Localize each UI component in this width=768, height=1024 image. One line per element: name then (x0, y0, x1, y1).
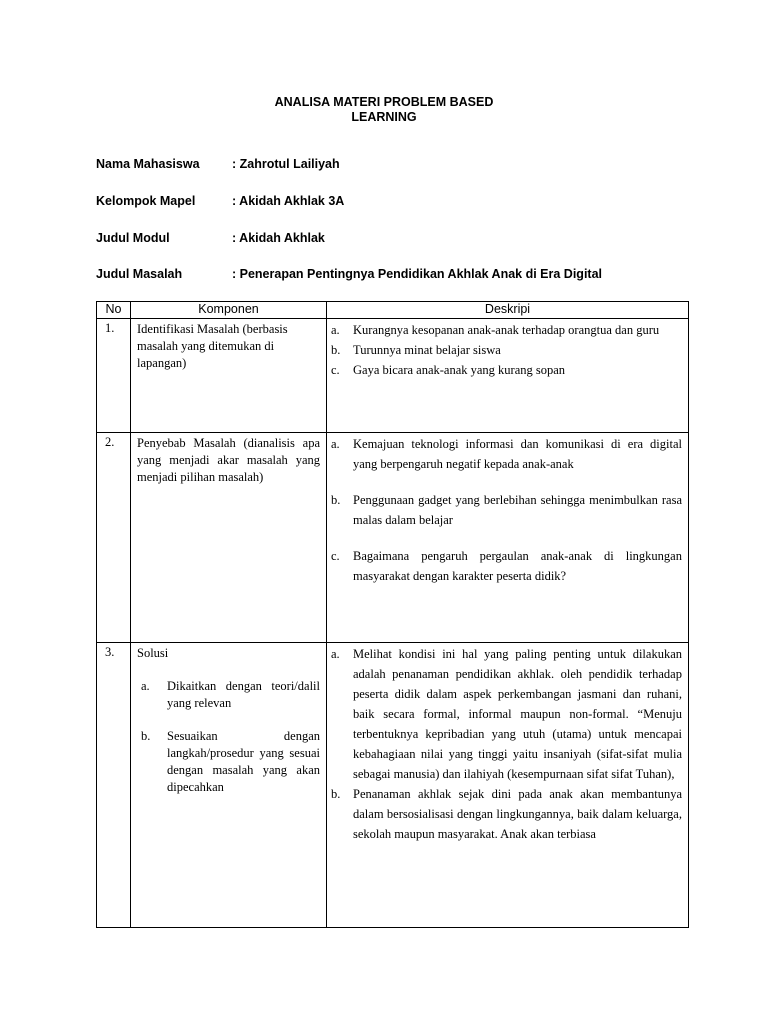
item-marker: c. (331, 363, 340, 377)
komponen-text: Identifikasi Masalah (berbasis masalah yang ditemukan di lapangan) (137, 322, 288, 370)
info-row-modul (96, 231, 325, 245)
row-komponen (131, 433, 327, 643)
item-text: Kemajuan teknologi informasi dan komunikasi di era digital yang berpengaruh negatif kepada anak-anak (353, 437, 682, 471)
item-text: Penggunaan gadget yang berlebihan sehingga menimbulkan rasa malas dalam belajar (353, 493, 682, 527)
info-value: : Akidah Akhlak (232, 231, 325, 245)
header-no: No (97, 302, 131, 319)
item-marker: b. (331, 493, 341, 507)
deskripsi-list (331, 434, 682, 586)
komponen-text: Penyebab Masalah (dianalisis apa yang menjadi akar masalah yang menjadi pilihan masalah) (137, 436, 320, 484)
row-komponen (131, 643, 327, 928)
item-text: Turunnya minat belajar siswa (353, 343, 501, 357)
list-item (331, 784, 682, 844)
row-deskripsi (327, 433, 689, 643)
list-item (331, 340, 682, 360)
list-item (331, 360, 682, 380)
document-title (0, 95, 768, 125)
row-komponen (131, 319, 327, 433)
table-row (97, 433, 689, 643)
item-text: Penanaman akhlak sejak dini pada anak akan membantunya dalam bersosialisasi dengan lingkungannya, baik dalam keluarga, sekolah maupun masyarakat. Anak akan terbiasa (353, 787, 682, 841)
item-text: Melihat kondisi ini hal yang paling penting untuk dilakukan adalah penanaman pendidikan akhlak. oleh pendidik terhadap peserta didik dalam aspek perkembangan jasmani dan ruhani, baik secara formal, informal maupun non-formal. “Menuju terbentuknya kepribadian yang utuh (utama) untuk mencapai kebahagiaan nilai yang tinggi yaitu insaniyah (sifat-sifat mulia sebagai manusia) dan ilahiyah (kesempurnaan sifat sifat Tuhan), (353, 647, 682, 781)
title-line-2: LEARNING (351, 110, 417, 124)
info-row-kelompok (96, 194, 344, 208)
row-deskripsi (327, 643, 689, 928)
item-marker: a. (331, 437, 340, 451)
info-label: Kelompok Mapel (96, 194, 196, 208)
item-marker: b. (331, 343, 341, 357)
info-value: : Zahrotul Lailiyah (232, 157, 340, 171)
list-item (331, 546, 682, 586)
item-text: Dikaitkan dengan teori/dalil yang relevan (167, 679, 320, 710)
table-row (97, 643, 689, 928)
list-item (331, 644, 682, 784)
list-item (331, 490, 682, 530)
analysis-table (96, 301, 689, 928)
info-value: : Akidah Akhlak 3A (232, 194, 345, 208)
item-text: Sesuaikan dengan langkah/prosedur yang sesuai dengan masalah yang akan dipecahkan (167, 729, 320, 794)
row-number: 3. (97, 643, 131, 928)
list-item (137, 678, 320, 712)
info-label: Judul Masalah (96, 267, 183, 281)
item-text: Kurangnya kesopanan anak-anak terhadap orangtua dan guru (353, 323, 660, 337)
title-line-1: ANALISA MATERI PROBLEM BASED (274, 95, 494, 109)
row-deskripsi (327, 319, 689, 433)
info-label: Nama Mahasiswa (96, 157, 200, 171)
komponen-sub-list (137, 678, 320, 796)
item-text: Gaya bicara anak-anak yang kurang sopan (353, 363, 566, 377)
item-marker: b. (331, 787, 341, 801)
info-row-masalah (96, 267, 602, 281)
list-item (137, 728, 320, 796)
row-number: 2. (97, 433, 131, 643)
header-deskripsi: Deskripi (327, 302, 689, 319)
info-row-nama (96, 157, 340, 171)
item-text: Bagaimana pengaruh pergaulan anak-anak di lingkungan masyarakat dengan karakter peserta didik? (353, 549, 682, 583)
table-header-row (97, 302, 689, 319)
item-marker: a. (331, 323, 340, 337)
info-value: : Penerapan Pentingnya Pendidikan Akhlak Anak di Era Digital (232, 267, 603, 281)
list-item (331, 320, 682, 340)
list-item (331, 434, 682, 474)
deskripsi-list (331, 320, 682, 380)
row-number: 1. (97, 319, 131, 433)
item-marker: c. (331, 549, 340, 563)
deskripsi-list (331, 644, 682, 844)
komponen-text: Solusi (137, 646, 169, 660)
item-marker: a. (331, 647, 340, 661)
header-komponen: Komponen (131, 302, 327, 319)
item-marker: a. (141, 679, 150, 693)
item-marker: b. (141, 729, 151, 743)
info-label: Judul Modul (96, 231, 170, 245)
table-row (97, 319, 689, 433)
